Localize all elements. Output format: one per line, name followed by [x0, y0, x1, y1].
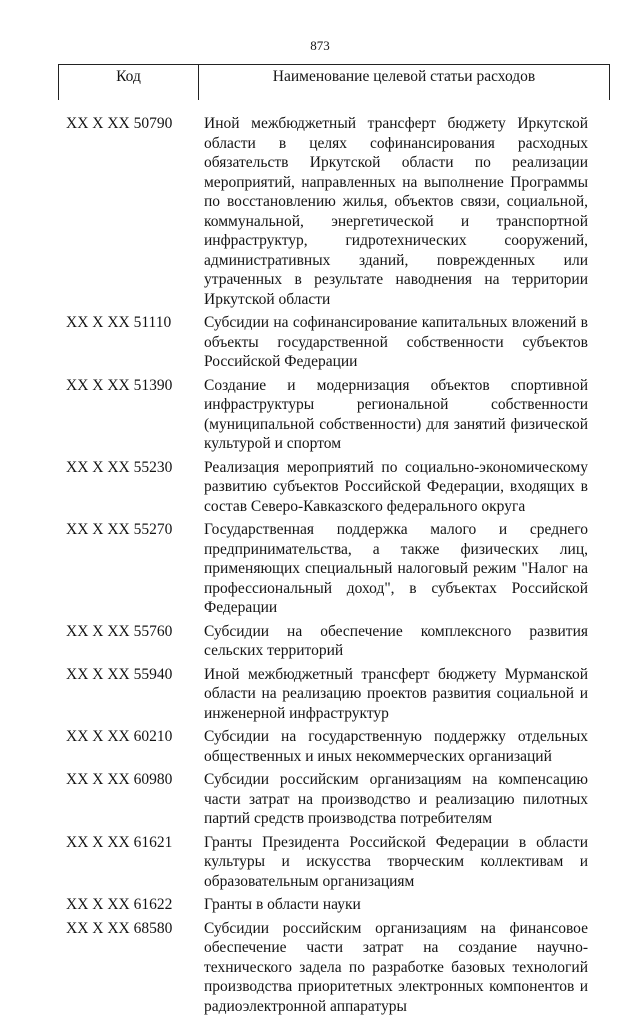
table-row — [0, 376, 640, 454]
table-row — [0, 313, 640, 372]
row-description: Государственная поддержка малого и среднего предпринимательства, а также физических лиц, применяющих специальный налоговый режим "Налог на профессиональный доход", в субъектах Российской Федерации — [204, 521, 588, 616]
header-code: Код — [59, 65, 199, 100]
row-description: Субсидии российским организациям на финансовое обеспечение части затрат на создание научно-технического задела по разработке базовых технологий производства приоритетных электронных компонентов и радиоэлектронной аппаратуры — [204, 919, 588, 1015]
table-row — [0, 727, 640, 766]
row-code: XX X XX 50790 — [66, 115, 173, 132]
row-code: XX X XX 61622 — [66, 896, 173, 913]
row-code: XX X XX 55760 — [66, 622, 173, 640]
row-description: Гранты в области науки — [204, 896, 361, 913]
row-description: Иной межбюджетный трансферт бюджету Иркутской области в целях софинансирования расходных обязательств Иркутской области по реализации мероприятий, направленных на выполнение Программы по восстановлению жилья, объектов связи, социальной, коммунальной, энергетической и транспортной инфраструктур, гидротехнических сооружений, административных зданий, поврежденных или утраченных в результате наводнения на территории Иркутской области — [204, 115, 588, 308]
table-row — [0, 114, 640, 309]
row-code: XX X XX 55270 — [66, 521, 173, 538]
row-code: XX X XX 60980 — [66, 771, 173, 788]
row-description: Реализация мероприятий по социально-экономическому развитию субъектов Российской Федерации, входящих в состав Северо-Кавказского федерального округа — [204, 458, 588, 515]
table-row — [0, 919, 640, 1017]
table-header — [58, 64, 610, 100]
row-description: Субсидии российским организациям на компенсацию части затрат на производство и реализацию пилотных партий средств производства потребителям — [204, 771, 588, 827]
table-row — [0, 833, 640, 892]
row-description: Субсидии на софинансирование капитальных вложений в объекты государственной собственности субъектов Российской Федерации — [204, 314, 588, 370]
table-row — [0, 458, 640, 517]
table-body — [0, 114, 640, 1020]
row-description: Иной межбюджетный трансферт бюджету Мурманской области на реализацию проектов развития социальной и инженерной инфраструктур — [204, 665, 588, 722]
row-code: XX X XX 51390 — [66, 376, 173, 394]
table-row — [0, 770, 640, 829]
header-name: Наименование целевой статьи расходов — [272, 68, 536, 85]
table-row — [0, 520, 640, 618]
row-code: XX X XX 55940 — [66, 665, 173, 683]
row-code: XX X XX 68580 — [66, 919, 173, 937]
row-code: XX X XX 61621 — [66, 833, 173, 851]
page-number: 873 — [310, 38, 330, 53]
row-description: Создание и модернизация объектов спортивной инфраструктуры региональной собственности (муниципальной собственности) для занятий физической культурой и спортом — [204, 376, 588, 452]
row-code: XX X XX 55230 — [66, 458, 173, 476]
table-row — [0, 665, 640, 724]
row-description: Субсидии на государственную поддержку отдельных общественных и иных некоммерческих организаций — [204, 728, 588, 765]
table-row — [0, 622, 640, 661]
row-code: XX X XX 60210 — [66, 728, 173, 745]
row-description: Субсидии на обеспечение комплексного развития сельских территорий — [204, 622, 588, 659]
row-code: XX X XX 51110 — [66, 314, 172, 331]
row-description: Гранты Президента Российской Федерации в области культуры и искусства творческим коллективам и образовательным организациям — [204, 833, 588, 890]
